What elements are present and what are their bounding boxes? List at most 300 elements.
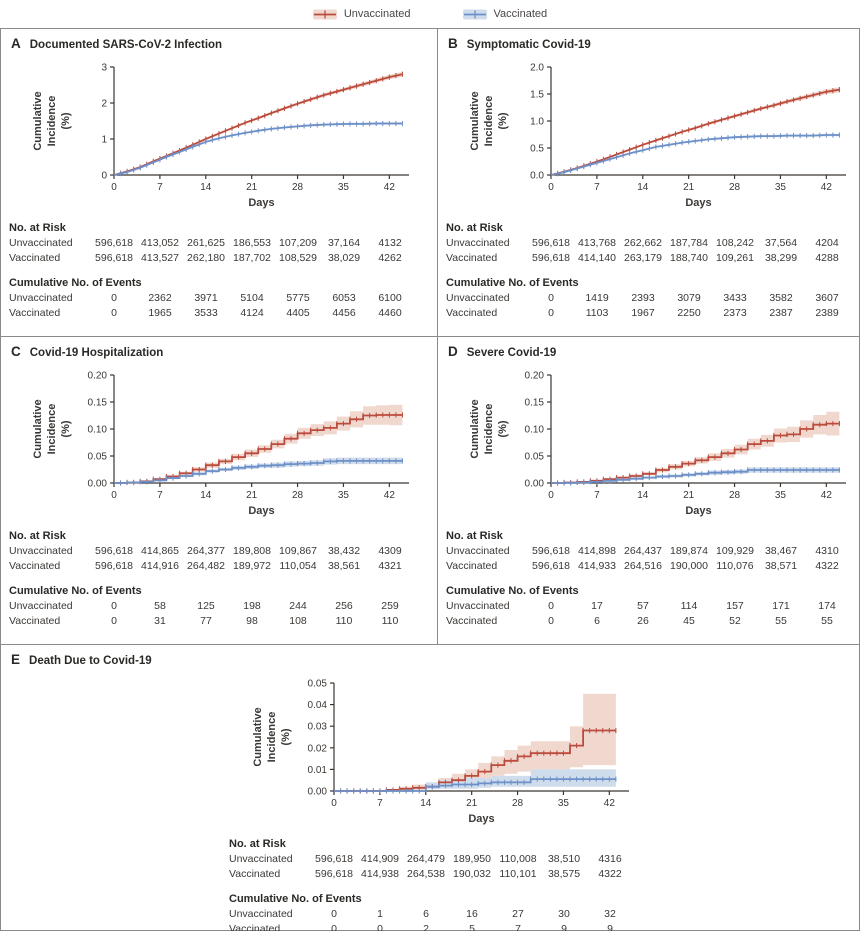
table-cell: 414,916 bbox=[141, 560, 179, 572]
table-cell: 189,972 bbox=[233, 560, 271, 572]
table-cell: 187,702 bbox=[233, 252, 271, 264]
svg-text:Days: Days bbox=[685, 197, 712, 209]
events-header: Cumulative No. of Events bbox=[9, 585, 142, 597]
svg-text:7: 7 bbox=[157, 490, 163, 501]
svg-text:14: 14 bbox=[637, 490, 649, 501]
table-cell: 1 bbox=[377, 908, 383, 920]
table-cell: 37,564 bbox=[764, 237, 798, 249]
table-cell: 1965 bbox=[148, 307, 172, 319]
table-cell: 1967 bbox=[631, 307, 655, 319]
table-cell: 4310 bbox=[815, 545, 839, 557]
table-cell: 38,510 bbox=[547, 853, 581, 865]
table-cell: 0 bbox=[331, 923, 337, 931]
events-header: Cumulative No. of Events bbox=[446, 277, 579, 289]
table-cell: 2 bbox=[423, 923, 429, 931]
svg-text:0.0: 0.0 bbox=[530, 170, 544, 182]
svg-text:Cumulative: Cumulative bbox=[469, 91, 481, 151]
panel-c-title bbox=[1, 337, 437, 361]
table-row bbox=[446, 614, 860, 629]
table-cell: 189,808 bbox=[233, 545, 271, 557]
row-label: Vaccinated bbox=[446, 615, 498, 627]
table-cell: 186,553 bbox=[233, 237, 271, 249]
svg-text:35: 35 bbox=[774, 490, 787, 501]
legend-item-unvaccinated bbox=[313, 8, 411, 21]
table-cell: 57 bbox=[637, 600, 649, 612]
table-cell: 7 bbox=[515, 923, 521, 931]
table-row bbox=[9, 306, 437, 321]
table-cell: 264,479 bbox=[407, 853, 445, 865]
table-cell: 114 bbox=[680, 600, 698, 612]
svg-text:Incidence: Incidence bbox=[46, 95, 58, 147]
svg-text:14: 14 bbox=[200, 490, 212, 501]
svg-text:Days: Days bbox=[685, 505, 712, 517]
table-cell: 2373 bbox=[723, 307, 747, 319]
table-cell: 6053 bbox=[332, 292, 356, 304]
table-cell: 45 bbox=[683, 615, 695, 627]
table-cell: 98 bbox=[246, 615, 258, 627]
table-cell: 414,898 bbox=[578, 545, 616, 557]
table-cell: 596,618 bbox=[315, 868, 353, 880]
table-cell: 0 bbox=[111, 600, 117, 612]
svg-text:0.05: 0.05 bbox=[87, 451, 107, 463]
panel-grid bbox=[0, 28, 860, 931]
table-cell: 1103 bbox=[585, 307, 609, 319]
table-cell: 38,299 bbox=[764, 252, 798, 264]
svg-text:Days: Days bbox=[468, 813, 495, 825]
row-label: Unvaccinated bbox=[229, 908, 293, 920]
table-cell: 414,933 bbox=[578, 560, 616, 572]
table-cell: 596,618 bbox=[315, 853, 353, 865]
svg-text:0.00: 0.00 bbox=[524, 478, 544, 490]
row-label: Unvaccinated bbox=[229, 853, 293, 865]
svg-text:0.00: 0.00 bbox=[87, 478, 107, 490]
svg-text:21: 21 bbox=[466, 798, 478, 809]
panel-title-text: Severe Covid-19 bbox=[466, 347, 557, 359]
table-cell: 4322 bbox=[598, 868, 622, 880]
panel-c bbox=[1, 337, 438, 645]
table-cell: 110,101 bbox=[499, 868, 537, 880]
table-cell: 38,571 bbox=[764, 560, 798, 572]
svg-text:2.0: 2.0 bbox=[530, 62, 544, 74]
table-cell: 3533 bbox=[194, 307, 218, 319]
table-cell: 0 bbox=[111, 307, 117, 319]
km-chart-a bbox=[9, 53, 419, 218]
table-cell: 30 bbox=[558, 908, 570, 920]
table-cell: 5 bbox=[469, 923, 475, 931]
table-cell: 256 bbox=[335, 600, 353, 612]
table-row bbox=[9, 544, 437, 559]
table-cell: 38,575 bbox=[547, 868, 581, 880]
table-cell: 261,625 bbox=[187, 237, 225, 249]
svg-text:Days: Days bbox=[248, 505, 275, 517]
svg-text:28: 28 bbox=[728, 182, 741, 193]
table-cell: 596,618 bbox=[95, 252, 133, 264]
table-cell: 58 bbox=[154, 600, 166, 612]
table-cell: 596,618 bbox=[532, 252, 570, 264]
row-label: Unvaccinated bbox=[9, 292, 73, 304]
table-row bbox=[229, 852, 860, 867]
legend-label-vaccinated: Vaccinated bbox=[493, 8, 548, 20]
row-label: Unvaccinated bbox=[9, 237, 73, 249]
table-cell: 414,909 bbox=[361, 853, 399, 865]
table-cell: 3971 bbox=[194, 292, 218, 304]
table-cell: 2389 bbox=[815, 307, 839, 319]
panel-letter: E bbox=[11, 652, 21, 667]
table-cell: 6 bbox=[423, 908, 429, 920]
svg-text:(%): (%) bbox=[280, 728, 292, 746]
table-row bbox=[446, 544, 860, 559]
table-cell: 3607 bbox=[815, 292, 839, 304]
table-row bbox=[9, 291, 437, 306]
row-label: Vaccinated bbox=[229, 868, 281, 880]
table-cell: 596,618 bbox=[95, 237, 133, 249]
table-cell: 414,140 bbox=[578, 252, 616, 264]
svg-text:35: 35 bbox=[774, 182, 787, 193]
svg-text:0.15: 0.15 bbox=[524, 397, 544, 409]
table-cell: 6 bbox=[594, 615, 600, 627]
table-cell: 110,076 bbox=[716, 560, 754, 572]
svg-text:7: 7 bbox=[594, 182, 600, 193]
svg-text:0: 0 bbox=[331, 798, 337, 809]
table-cell: 244 bbox=[289, 600, 307, 612]
table-cell: 413,052 bbox=[141, 237, 179, 249]
table-row bbox=[9, 614, 437, 629]
table-cell: 171 bbox=[772, 600, 790, 612]
table-cell: 27 bbox=[512, 908, 524, 920]
table-cell: 38,029 bbox=[327, 252, 361, 264]
km-chart-b bbox=[446, 53, 856, 218]
at-risk-header: No. at Risk bbox=[446, 222, 503, 234]
table-row bbox=[446, 236, 860, 251]
table-cell: 4124 bbox=[240, 307, 264, 319]
table-cell: 413,768 bbox=[578, 237, 616, 249]
panel-a-title bbox=[1, 29, 437, 53]
table-cell: 26 bbox=[637, 615, 649, 627]
table-cell: 110,008 bbox=[499, 853, 537, 865]
table-cell: 4132 bbox=[378, 237, 402, 249]
svg-text:(%): (%) bbox=[497, 112, 509, 130]
table-cell: 262,180 bbox=[187, 252, 225, 264]
table-cell: 157 bbox=[726, 600, 744, 612]
risk-tables-c bbox=[9, 528, 437, 629]
svg-text:0.00: 0.00 bbox=[307, 786, 327, 798]
table-cell: 0 bbox=[331, 908, 337, 920]
svg-text:Incidence: Incidence bbox=[483, 95, 495, 147]
svg-text:0: 0 bbox=[111, 490, 117, 501]
svg-text:1.5: 1.5 bbox=[530, 89, 544, 101]
legend-label-unvaccinated: Unvaccinated bbox=[343, 8, 411, 20]
table-cell: 264,377 bbox=[187, 545, 225, 557]
row-label: Unvaccinated bbox=[446, 292, 510, 304]
table-row bbox=[9, 599, 437, 614]
table-cell: 4322 bbox=[815, 560, 839, 572]
panel-title-text: Death Due to Covid-19 bbox=[29, 655, 152, 667]
table-cell: 189,950 bbox=[453, 853, 491, 865]
table-cell: 110 bbox=[381, 615, 399, 627]
legend bbox=[0, 0, 860, 28]
table-cell: 188,740 bbox=[670, 252, 708, 264]
table-row bbox=[446, 559, 860, 574]
row-label: Vaccinated bbox=[446, 560, 498, 572]
table-cell: 264,482 bbox=[187, 560, 225, 572]
risk-tables-d bbox=[446, 528, 860, 629]
table-cell: 31 bbox=[154, 615, 166, 627]
row-label: Vaccinated bbox=[229, 923, 281, 931]
svg-text:0: 0 bbox=[548, 182, 554, 193]
svg-text:2: 2 bbox=[101, 98, 107, 110]
svg-text:1: 1 bbox=[101, 134, 107, 146]
table-cell: 4288 bbox=[815, 252, 839, 264]
table-cell: 264,516 bbox=[624, 560, 662, 572]
table-cell: 125 bbox=[197, 600, 215, 612]
svg-text:0: 0 bbox=[101, 170, 107, 182]
row-label: Unvaccinated bbox=[446, 237, 510, 249]
svg-text:28: 28 bbox=[511, 798, 524, 809]
table-cell: 198 bbox=[243, 600, 261, 612]
km-chart-c bbox=[9, 361, 419, 526]
unvaccinated-curve-icon bbox=[313, 8, 337, 21]
svg-text:21: 21 bbox=[683, 490, 695, 501]
table-cell: 110 bbox=[335, 615, 353, 627]
panel-b bbox=[438, 29, 860, 337]
svg-text:0.20: 0.20 bbox=[87, 370, 107, 382]
table-cell: 596,618 bbox=[532, 560, 570, 572]
row-label: Vaccinated bbox=[9, 615, 61, 627]
svg-text:35: 35 bbox=[337, 490, 350, 501]
events-header: Cumulative No. of Events bbox=[229, 893, 362, 905]
svg-text:3: 3 bbox=[101, 62, 107, 74]
table-cell: 413,527 bbox=[141, 252, 179, 264]
table-cell: 6100 bbox=[378, 292, 402, 304]
table-cell: 263,179 bbox=[624, 252, 662, 264]
table-cell: 0 bbox=[548, 600, 554, 612]
svg-text:0.05: 0.05 bbox=[524, 451, 544, 463]
row-label: Vaccinated bbox=[9, 252, 61, 264]
panel-title-text: Symptomatic Covid-19 bbox=[466, 39, 591, 51]
svg-text:21: 21 bbox=[246, 490, 258, 501]
panel-letter: C bbox=[11, 344, 21, 359]
table-cell: 1419 bbox=[585, 292, 609, 304]
events-header: Cumulative No. of Events bbox=[9, 277, 142, 289]
svg-text:Cumulative: Cumulative bbox=[469, 399, 481, 459]
table-cell: 414,938 bbox=[361, 868, 399, 880]
table-cell: 596,618 bbox=[532, 237, 570, 249]
table-cell: 259 bbox=[381, 600, 399, 612]
table-cell: 3433 bbox=[723, 292, 747, 304]
table-cell: 174 bbox=[818, 600, 836, 612]
table-cell: 17 bbox=[591, 600, 603, 612]
table-cell: 414,865 bbox=[141, 545, 179, 557]
table-cell: 4204 bbox=[815, 237, 839, 249]
svg-text:35: 35 bbox=[557, 798, 570, 809]
row-label: Unvaccinated bbox=[446, 545, 510, 557]
svg-text:28: 28 bbox=[291, 182, 304, 193]
svg-text:7: 7 bbox=[157, 182, 163, 193]
svg-text:(%): (%) bbox=[60, 112, 72, 130]
table-cell: 16 bbox=[466, 908, 478, 920]
table-cell: 32 bbox=[604, 908, 616, 920]
row-label: Vaccinated bbox=[9, 307, 61, 319]
vaccinated-curve-icon bbox=[463, 8, 487, 21]
row-label: Vaccinated bbox=[446, 252, 498, 264]
table-cell: 2250 bbox=[677, 307, 701, 319]
table-cell: 55 bbox=[821, 615, 833, 627]
table-cell: 107,209 bbox=[279, 237, 317, 249]
table-cell: 4316 bbox=[598, 853, 622, 865]
table-row bbox=[446, 306, 860, 321]
panel-letter: D bbox=[448, 344, 458, 359]
table-cell: 596,618 bbox=[95, 545, 133, 557]
svg-text:(%): (%) bbox=[60, 420, 72, 438]
svg-text:42: 42 bbox=[820, 490, 832, 501]
svg-text:0.20: 0.20 bbox=[524, 370, 544, 382]
table-cell: 110,054 bbox=[279, 560, 317, 572]
svg-text:(%): (%) bbox=[497, 420, 509, 438]
table-cell: 3582 bbox=[769, 292, 793, 304]
table-cell: 109,867 bbox=[279, 545, 317, 557]
svg-text:Incidence: Incidence bbox=[483, 403, 495, 455]
legend-item-vaccinated bbox=[463, 8, 548, 21]
table-cell: 262,662 bbox=[624, 237, 662, 249]
svg-text:0: 0 bbox=[548, 490, 554, 501]
table-cell: 77 bbox=[200, 615, 212, 627]
panel-letter: B bbox=[448, 36, 458, 51]
svg-text:1.0: 1.0 bbox=[530, 116, 544, 128]
svg-text:35: 35 bbox=[337, 182, 350, 193]
at-risk-header: No. at Risk bbox=[9, 530, 66, 542]
svg-text:7: 7 bbox=[377, 798, 383, 809]
svg-text:28: 28 bbox=[291, 490, 304, 501]
svg-text:0.15: 0.15 bbox=[87, 397, 107, 409]
row-label: Unvaccinated bbox=[9, 600, 73, 612]
table-cell: 264,538 bbox=[407, 868, 445, 880]
row-label: Unvaccinated bbox=[9, 545, 73, 557]
risk-tables-a bbox=[9, 220, 437, 321]
events-header: Cumulative No. of Events bbox=[446, 585, 579, 597]
table-cell: 108 bbox=[289, 615, 307, 627]
svg-text:14: 14 bbox=[420, 798, 432, 809]
table-cell: 5775 bbox=[286, 292, 310, 304]
svg-text:0.04: 0.04 bbox=[307, 700, 327, 712]
table-cell: 0 bbox=[548, 307, 554, 319]
table-row bbox=[9, 559, 437, 574]
table-cell: 0 bbox=[111, 292, 117, 304]
table-row bbox=[446, 251, 860, 266]
svg-text:Cumulative: Cumulative bbox=[32, 91, 44, 151]
at-risk-header: No. at Risk bbox=[9, 222, 66, 234]
table-cell: 4405 bbox=[286, 307, 310, 319]
table-row bbox=[9, 236, 437, 251]
table-cell: 9 bbox=[607, 923, 613, 931]
table-row bbox=[229, 867, 860, 882]
table-cell: 0 bbox=[111, 615, 117, 627]
panel-title-text: Covid-19 Hospitalization bbox=[29, 347, 164, 359]
table-cell: 108,529 bbox=[279, 252, 317, 264]
table-cell: 0 bbox=[548, 292, 554, 304]
table-cell: 38,432 bbox=[327, 545, 361, 557]
table-cell: 5104 bbox=[240, 292, 264, 304]
svg-text:42: 42 bbox=[820, 182, 832, 193]
svg-text:0.10: 0.10 bbox=[87, 424, 107, 436]
table-cell: 187,784 bbox=[670, 237, 708, 249]
table-cell: 0 bbox=[548, 615, 554, 627]
svg-text:14: 14 bbox=[637, 182, 649, 193]
row-label: Vaccinated bbox=[9, 560, 61, 572]
table-cell: 108,242 bbox=[716, 237, 754, 249]
svg-text:42: 42 bbox=[383, 182, 395, 193]
table-row bbox=[9, 251, 437, 266]
table-cell: 109,929 bbox=[716, 545, 754, 557]
panel-d bbox=[438, 337, 860, 645]
table-cell: 4460 bbox=[378, 307, 402, 319]
table-cell: 2393 bbox=[631, 292, 655, 304]
svg-text:Incidence: Incidence bbox=[266, 711, 278, 763]
svg-text:Cumulative: Cumulative bbox=[252, 707, 264, 767]
table-cell: 2362 bbox=[148, 292, 172, 304]
panel-title-text: Documented SARS-CoV-2 Infection bbox=[29, 39, 223, 51]
table-cell: 52 bbox=[729, 615, 741, 627]
table-row bbox=[446, 291, 860, 306]
table-cell: 37,164 bbox=[327, 237, 361, 249]
row-label: Vaccinated bbox=[446, 307, 498, 319]
table-row bbox=[229, 922, 860, 931]
svg-text:0.01: 0.01 bbox=[307, 764, 327, 776]
row-label: Unvaccinated bbox=[446, 600, 510, 612]
km-chart-e bbox=[229, 669, 639, 834]
table-cell: 109,261 bbox=[716, 252, 754, 264]
panel-e bbox=[1, 645, 860, 931]
svg-text:Incidence: Incidence bbox=[46, 403, 58, 455]
svg-text:Days: Days bbox=[248, 197, 275, 209]
table-cell: 596,618 bbox=[95, 560, 133, 572]
table-cell: 38,467 bbox=[764, 545, 798, 557]
at-risk-header: No. at Risk bbox=[446, 530, 503, 542]
table-row bbox=[446, 599, 860, 614]
risk-tables-b bbox=[446, 220, 860, 321]
table-row bbox=[229, 907, 860, 922]
table-cell: 2387 bbox=[769, 307, 793, 319]
svg-text:14: 14 bbox=[200, 182, 212, 193]
table-cell: 4309 bbox=[378, 545, 402, 557]
table-cell: 264,437 bbox=[624, 545, 662, 557]
table-cell: 38,561 bbox=[327, 560, 361, 572]
svg-text:Cumulative: Cumulative bbox=[32, 399, 44, 459]
table-cell: 9 bbox=[561, 923, 567, 931]
svg-text:0.05: 0.05 bbox=[307, 678, 327, 690]
svg-text:0.02: 0.02 bbox=[307, 743, 327, 755]
table-cell: 190,032 bbox=[453, 868, 491, 880]
svg-text:0.10: 0.10 bbox=[524, 424, 544, 436]
at-risk-header: No. at Risk bbox=[229, 838, 286, 850]
panel-e-title bbox=[1, 645, 860, 669]
svg-text:21: 21 bbox=[683, 182, 695, 193]
table-cell: 0 bbox=[377, 923, 383, 931]
risk-tables-e bbox=[229, 836, 860, 931]
svg-text:42: 42 bbox=[603, 798, 615, 809]
svg-text:7: 7 bbox=[594, 490, 600, 501]
table-cell: 190,000 bbox=[670, 560, 708, 572]
table-cell: 596,618 bbox=[532, 545, 570, 557]
table-cell: 189,874 bbox=[670, 545, 708, 557]
table-cell: 3079 bbox=[677, 292, 701, 304]
svg-text:21: 21 bbox=[246, 182, 258, 193]
table-cell: 4262 bbox=[378, 252, 402, 264]
table-cell: 4456 bbox=[332, 307, 356, 319]
svg-text:42: 42 bbox=[383, 490, 395, 501]
table-cell: 4321 bbox=[378, 560, 402, 572]
panel-letter: A bbox=[11, 36, 21, 51]
svg-text:0.03: 0.03 bbox=[307, 721, 327, 733]
